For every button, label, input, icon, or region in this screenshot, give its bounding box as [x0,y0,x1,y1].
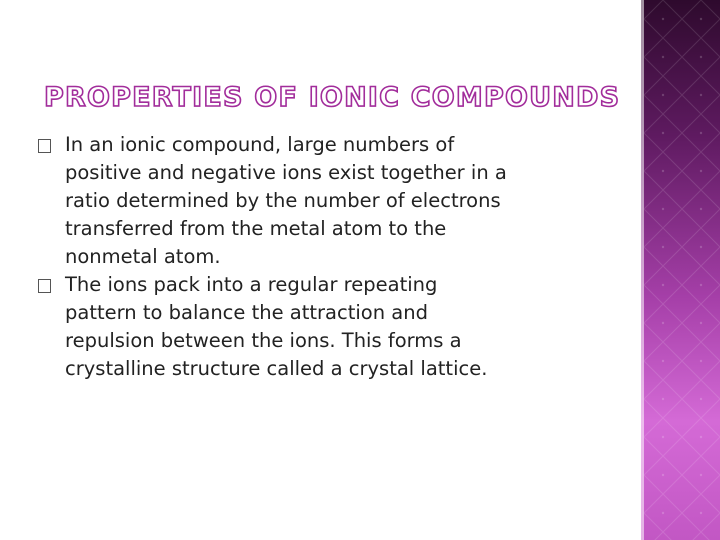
bullet-line: positive and negative ions exist together in a [65,161,507,184]
square-bullet-icon [38,139,51,153]
bullet-line: transferred from the metal atom to the [65,217,447,240]
bullet-item [38,271,613,383]
bullet-line: nonmetal atom. [65,245,221,268]
bullet-line: In an ionic compound, large numbers of [65,133,455,156]
square-bullet-icon [38,279,51,293]
bullet-line: The ions pack into a regular repeating [65,273,438,296]
slide-title: PROPERTIES OF IONIC COMPOUNDS [44,82,621,113]
diamond-pattern [644,0,720,540]
bullet-line: repulsion between the ions. This forms a [65,329,462,352]
decorative-sidebar [641,0,720,540]
bullet-line: ratio determined by the number of electrons [65,189,501,212]
bullet-item [38,131,613,271]
bullet-line: crystalline structure called a crystal lattice. [65,357,488,380]
bullet-line: pattern to balance the attraction and [65,301,428,324]
bullet-list [38,131,613,383]
